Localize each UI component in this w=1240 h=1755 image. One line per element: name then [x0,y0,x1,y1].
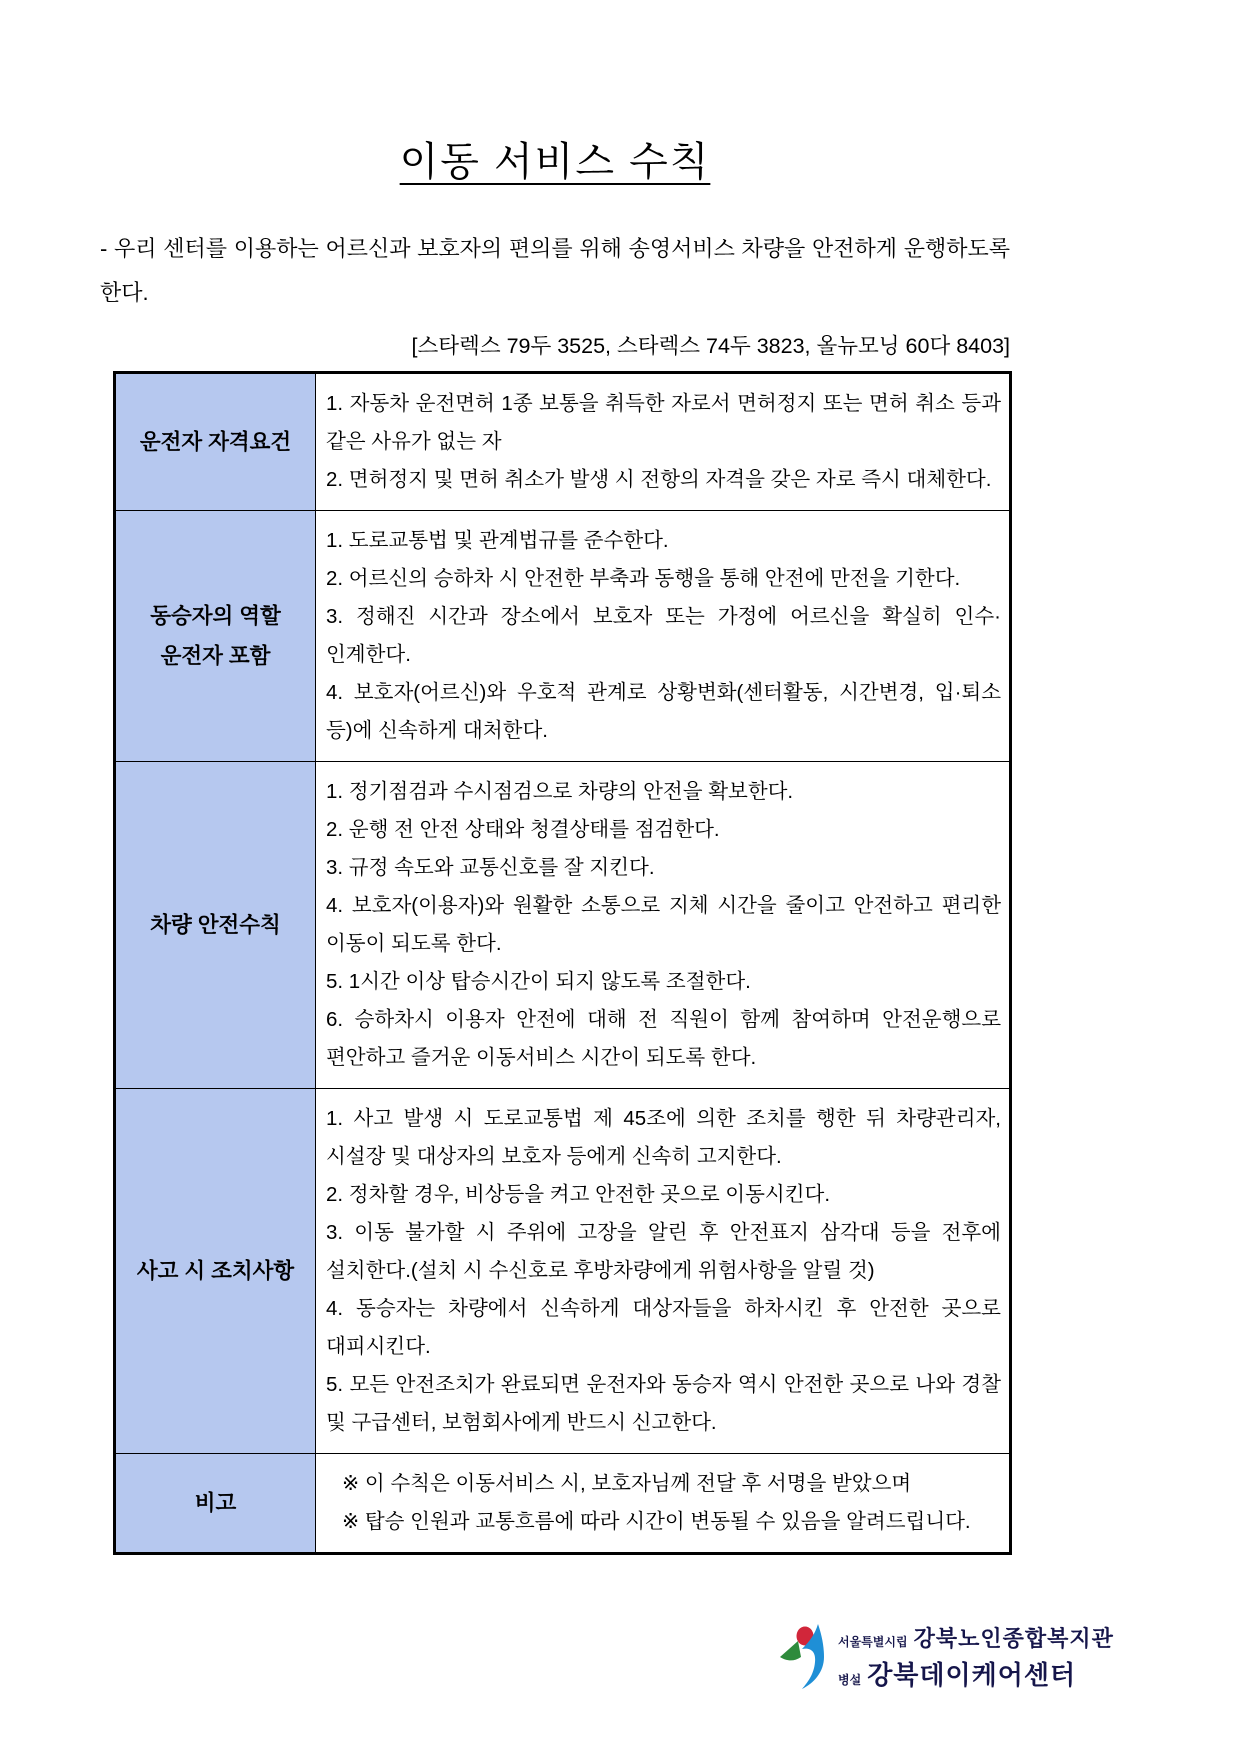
rule-item: 2. 정차할 경우, 비상등을 켜고 안전한 곳으로 이동시킨다. [326,1183,831,1206]
rule-item: 6. 승하차시 이용자 안전에 대해 전 직원이 함께 참여하며 안전운행으로 편안하고 즐거운 이동서비스 시간이 되도록 한다. [326,1008,1001,1069]
logo-text-block [838,1622,1114,1692]
rule-item: 3. 정해진 시간과 장소에서 보호자 또는 가정에 어르신을 확실히 인수·인계한다. [326,605,1001,666]
rule-item: 4. 보호자(어르신)와 우호적 관계로 상황변화(센터활동, 시간변경, 입·퇴소 등)에 신속하게 대처한다. [326,681,1001,742]
row-header-cell [115,762,316,1089]
table-row-passenger-role [115,511,1011,762]
logo-line-2 [838,1655,1114,1692]
table-row-driver-qualification [115,373,1011,511]
logo-org-name: 강북데이케어센터 [867,1660,1077,1690]
rules-table [113,371,1012,1555]
logo-org-name: 강북노인종합복지관 [913,1626,1114,1651]
row-header-label: 사고 시 조치사항 [136,1259,295,1283]
rule-item: 5. 모든 안전조치가 완료되면 운전자와 동승자 역시 안전한 곳으로 나와 경찰 및 구급센터, 보험회사에게 반드시 신고한다. [326,1373,1001,1434]
rule-item: 2. 면허정지 및 면허 취소가 발생 시 전항의 자격을 갖은 자로 즉시 대체한다. [326,468,992,491]
table-row-accident-measures [115,1089,1011,1454]
row-content-cell [316,511,1011,762]
rule-item: ※ 탑승 인원과 교통흐름에 따라 시간이 변동될 수 있음을 알려드립니다. [342,1510,971,1533]
intro-paragraph: - 우리 센터를 이용하는 어르신과 보호자의 편의를 위해 송영서비스 차량을 안전하게 운행하도록 한다. [100,236,1010,305]
rule-item: 5. 1시간 이상 탑승시간이 되지 않도록 조절한다. [326,970,751,993]
rule-item: 1. 자동차 운전면허 1종 보통을 취득한 자로서 면허정지 또는 면허 취소 등과 같은 사유가 없는 자 [326,392,1001,453]
welfare-center-logo-icon [778,1624,830,1690]
footer-logo [778,1622,1114,1692]
row-header-label: 차량 안전수칙 [150,913,281,937]
rule-item: 4. 동승자는 차량에서 신속하게 대상자들을 하차시킨 후 안전한 곳으로 대피시킨다. [326,1297,1001,1358]
rule-item: 1. 도로교통법 및 관계법규를 준수한다. [326,529,669,552]
row-content-cell [316,1089,1011,1454]
page-title: 이동 서비스 수칙 [399,140,711,184]
rule-item: 4. 보호자(이용자)와 원활한 소통으로 지체 시간을 줄이고 안전하고 편리한 이동이 되도록 한다. [326,894,1001,955]
row-header-label: 운전자 포함 [160,644,271,668]
table-row-remarks [115,1454,1011,1554]
rule-item: 1. 사고 발생 시 도로교통법 제 45조에 의한 조치를 행한 뒤 차량관리자, 시설장 및 대상자의 보호자 등에게 신속히 고지한다. [326,1107,1001,1168]
row-header-label: 동승자의 역할 [150,604,281,628]
rule-item: ※ 이 수칙은 이동서비스 시, 보호자님께 전달 후 서명을 받았으며 [342,1472,912,1495]
row-content-cell [316,762,1011,1089]
row-header-label: 비고 [194,1491,237,1515]
row-header-label: 운전자 자격요건 [139,430,292,454]
vehicle-list-line: [스타렉스 79두 3525, 스타렉스 74두 3823, 올뉴모닝 60다 8403] [411,334,1010,358]
row-header-cell [115,1454,316,1554]
logo-org-prefix: 병설 [838,1673,862,1687]
row-header-cell [115,1089,316,1454]
logo-line-1 [838,1622,1114,1653]
rule-item: 1. 정기점검과 수시점검으로 차량의 안전을 확보한다. [326,780,794,803]
logo-org-prefix: 서울특별시립 [838,1635,908,1649]
rule-item: 3. 이동 불가할 시 주위에 고장을 알린 후 안전표지 삼각대 등을 전후에 설치한다.(설치 시 수신호로 후방차량에게 위험사항을 알릴 것) [326,1221,1001,1282]
row-content-cell [316,373,1011,511]
row-header-cell [115,373,316,511]
rule-item: 2. 운행 전 안전 상태와 청결상태를 점검한다. [326,818,720,841]
rule-item: 3. 규정 속도와 교통신호를 잘 지킨다. [326,856,655,879]
table-row-vehicle-safety [115,762,1011,1089]
row-content-cell [316,1454,1011,1554]
row-header-cell [115,511,316,762]
document-content [100,0,1010,1555]
rule-item: 2. 어르신의 승하차 시 안전한 부축과 동행을 통해 안전에 만전을 기한다. [326,567,961,590]
